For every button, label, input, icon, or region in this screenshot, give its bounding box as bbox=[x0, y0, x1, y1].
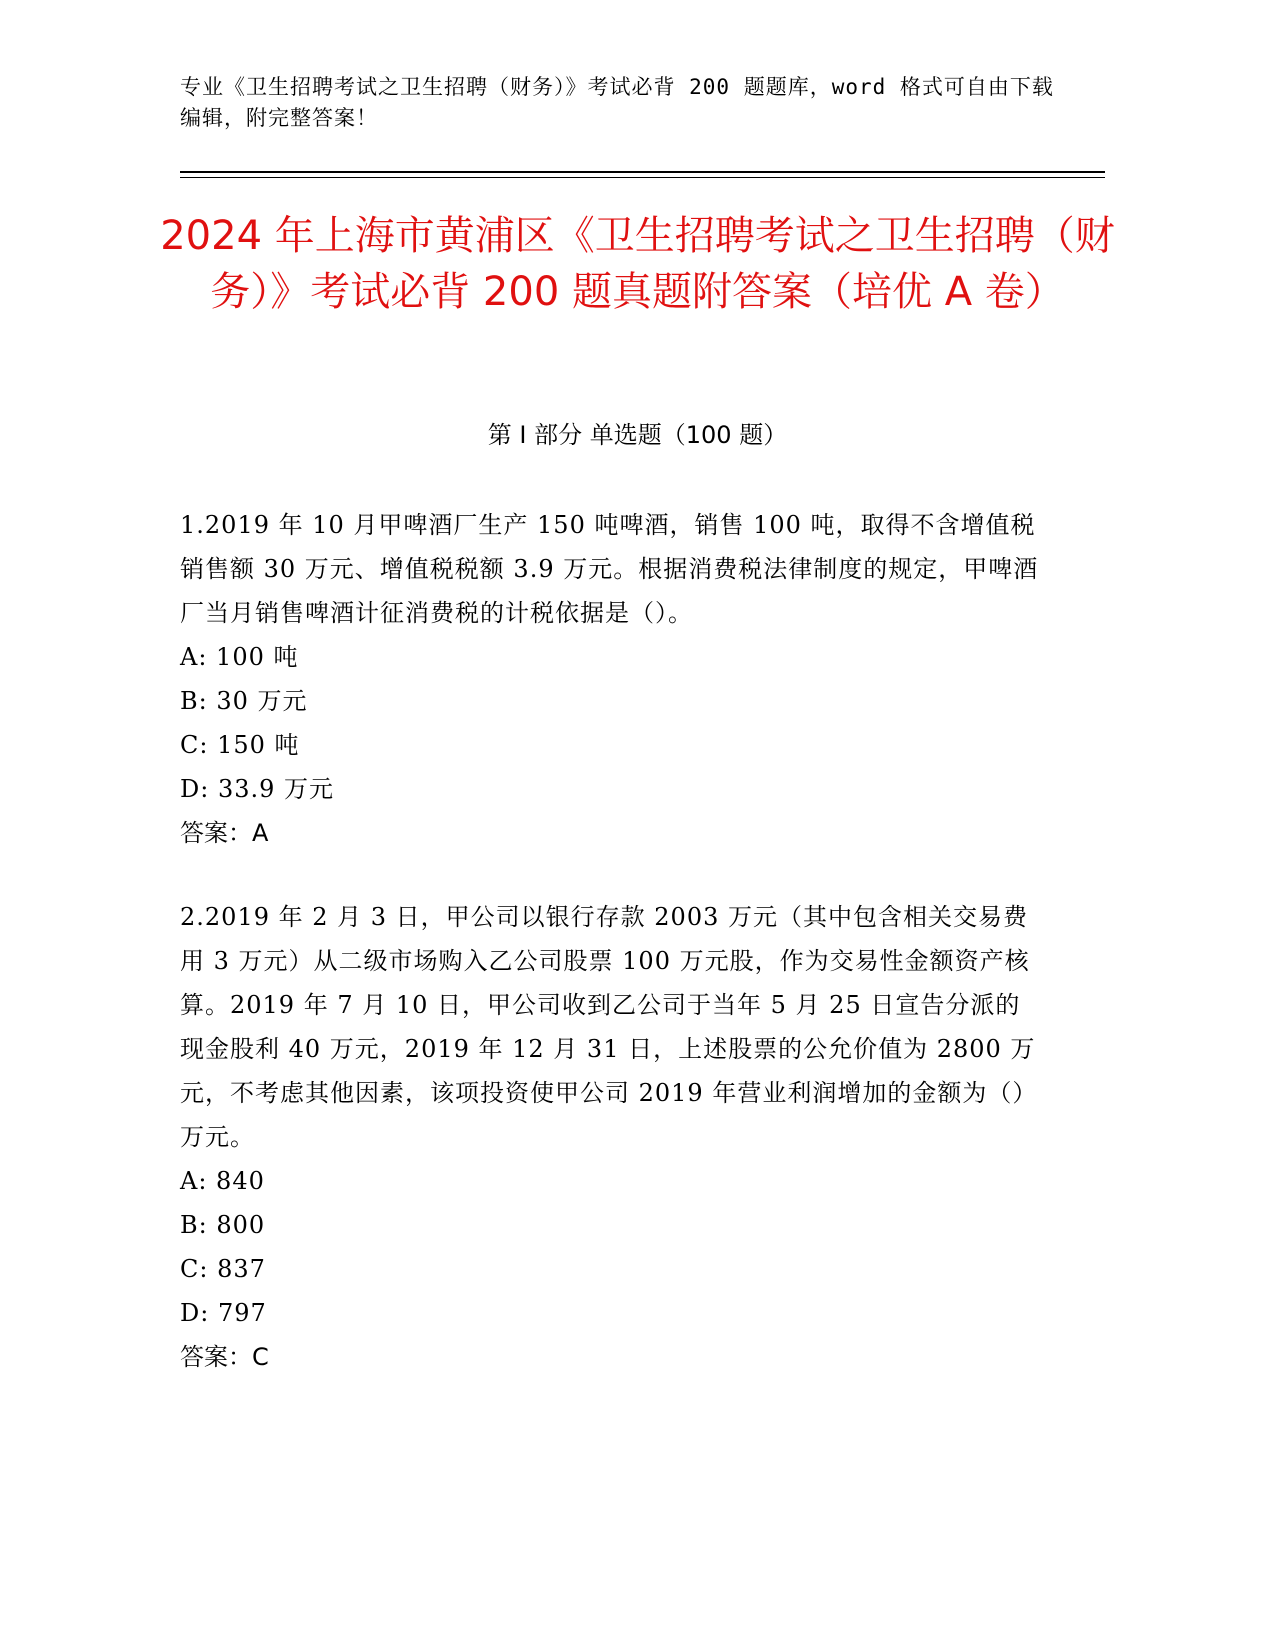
section-heading: 第 I 部分 单选题（100 题） bbox=[487, 421, 788, 449]
question-1 bbox=[180, 503, 1040, 855]
option-d: D: 33.9 万元 bbox=[180, 775, 335, 803]
option-a: A: 840 bbox=[180, 1167, 265, 1195]
document-title: 2024 年上海市黄浦区《卫生招聘考试之卫生招聘（财务）》考试必背 200 题真题附答案（培优 A 卷） bbox=[160, 213, 1115, 315]
header-rule-thick bbox=[180, 171, 1105, 173]
intro-text: 专业《卫生招聘考试之卫生招聘（财务）》考试必背 200 题题库，word 格式可自由下载编辑，附完整答案！ bbox=[180, 75, 1054, 130]
option-c: C: 150 吨 bbox=[180, 731, 300, 759]
answer: 答案：C bbox=[180, 1343, 269, 1371]
answer: 答案：A bbox=[180, 819, 269, 847]
option-c: C: 837 bbox=[180, 1255, 266, 1283]
header-rule-thin bbox=[180, 177, 1105, 178]
option-b: B: 800 bbox=[180, 1211, 266, 1239]
question-stem: 2.2019 年 2 月 3 日，甲公司以银行存款 2003 万元（其中包含相关交易费用 3 万元）从二级市场购入乙公司股票 100 万元股，作为交易性金额资产核算。2019 年 7 月 10 日，甲公司收到乙公司于当年 5 月 25 日宣告分派的现金股利 40 万元，2019 年 12 月 31 日，上述股票的公允价值为 2800 万元，不考虑其他因素，该项投资使甲公司 2019 年营业利润增加的金额为（）万元。 bbox=[180, 903, 1038, 1151]
question-2 bbox=[180, 895, 1040, 1379]
question-stem: 1.2019 年 10 月甲啤酒厂生产 150 吨啤酒，销售 100 吨，取得不含增值税销售额 30 万元、增值税税额 3.9 万元。根据消费税法律制度的规定，甲啤酒厂当月销售啤酒计征消费税的计税依据是（）。 bbox=[180, 511, 1039, 627]
option-a: A: 100 吨 bbox=[180, 643, 299, 671]
option-d: D: 797 bbox=[180, 1299, 267, 1327]
option-b: B: 30 万元 bbox=[180, 687, 308, 715]
